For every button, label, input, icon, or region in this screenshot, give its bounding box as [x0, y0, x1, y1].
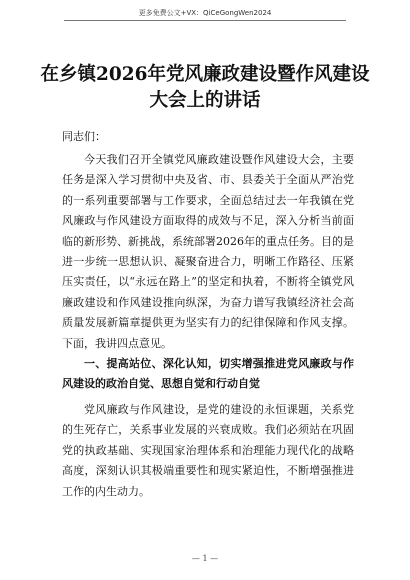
- document-title-line-1: 在乡镇2026年党风廉政建设暨作风建设: [40, 64, 370, 85]
- salutation: 同志们：: [62, 130, 106, 143]
- header-divider: [64, 20, 346, 21]
- section-heading-1: 一、提高站位、深化认知，切实增强推进党风廉政与作风建设的政治自觉、思想自觉和行动自觉: [62, 357, 354, 391]
- body-paragraph-1: 今天我们召开全镇党风廉政建设暨作风建设大会，主要任务是深入学习贯彻中央及省、市、县委关于全面从严治党的一系列重要部署与工作要求，全面总结过去一年我镇在党风廉政与作风建设方面取得的成效与不足，深入分析当前面临的新形势、新挑战，系统部署2026年的重点任务。目的是进一步统一思想认识、凝聚奋进合力，明晰工作路径、压紧压实责任，以“永远在路上”的坚定和执着，不断将全镇党风廉政建设和作风建设推向纵深，为奋力谱写我镇经济社会高质量发展新篇章提供更为坚实有力的纪律保障和作风支撑。下面，我讲四点意见。: [62, 153, 354, 350]
- header-text: 更多免费公文+VX：QiCeGongWen2024: [138, 9, 272, 17]
- document-title-line-2: 大会上的讲话: [149, 90, 261, 111]
- body-paragraph-2: 党风廉政与作风建设，是党的建设的永恒课题，关系党的生死存亡，关系事业发展的兴衰成败。我们必须站在巩固党的执政基础、实现国家治理体系和治理能力现代化的战略高度，深刻认识其极端重要性和现实紧迫性，不断增强推进工作的内生动力。: [62, 403, 354, 498]
- page-number: — 1 —: [191, 554, 219, 563]
